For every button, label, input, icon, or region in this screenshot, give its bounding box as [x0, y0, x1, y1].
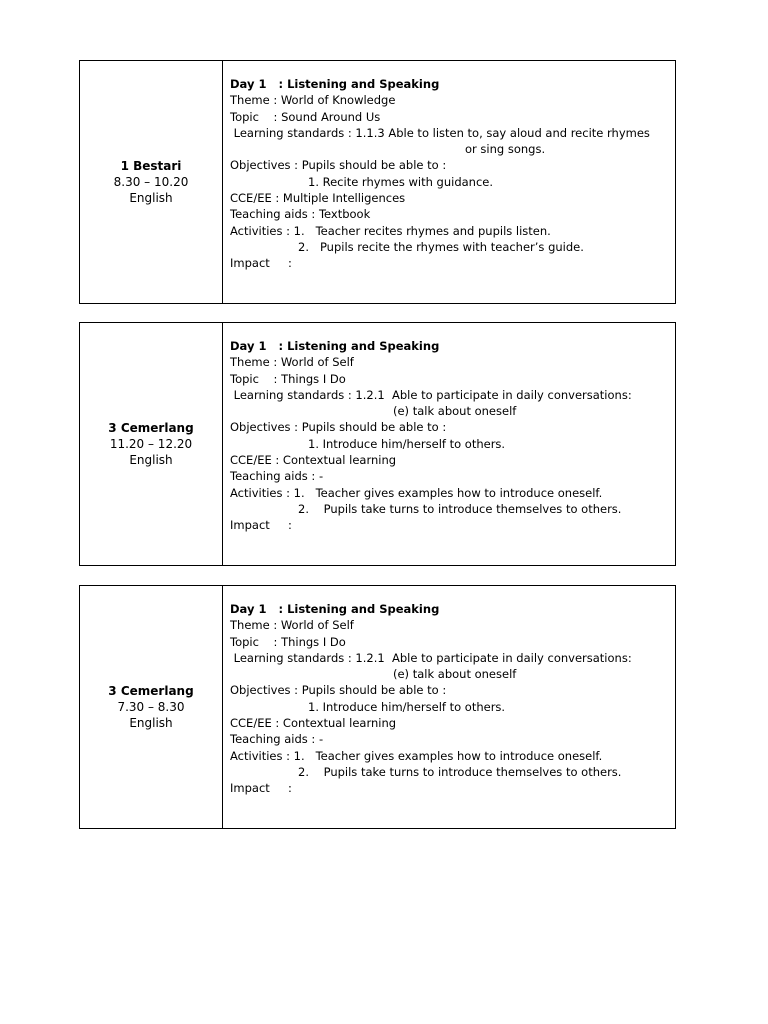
lesson-topic: Topic : Things I Do — [230, 634, 346, 649]
lesson-teaching-aids: Teaching aids : Textbook — [230, 207, 371, 222]
lesson-theme: Theme : World of Self — [230, 355, 354, 370]
lesson-impact: Impact : — [230, 518, 292, 533]
lesson-objectives: Objectives : Pupils should be able to : — [230, 683, 447, 698]
class-subject: English — [129, 716, 173, 730]
lesson-activities-2: 2. Pupils take turns to introduce themselves to others. — [298, 764, 622, 779]
class-subject: English — [129, 191, 173, 205]
lesson-learning-standards: Learning standards : 1.1.3 Able to listen to, say aloud and recite rhymes — [230, 125, 650, 140]
lesson-objectives: Objectives : Pupils should be able to : — [230, 158, 447, 173]
lesson-objectives-item: 1. Introduce him/herself to others. — [308, 436, 506, 451]
class-info-cell — [80, 323, 223, 565]
lesson-day-heading: Day 1 : Listening and Speaking — [230, 602, 440, 616]
lesson-box — [79, 60, 676, 304]
lesson-activities-1: Activities : 1. Teacher gives examples how to introduce oneself. — [230, 485, 603, 500]
lesson-cce: CCE/EE : Contextual learning — [230, 716, 397, 731]
lesson-objectives-item: 1. Introduce him/herself to others. — [308, 699, 506, 714]
lesson-box — [79, 322, 676, 566]
lesson-cce: CCE/EE : Contextual learning — [230, 453, 397, 468]
lesson-box — [79, 585, 676, 829]
lesson-topic: Topic : Sound Around Us — [230, 109, 381, 124]
class-info-cell — [80, 586, 223, 828]
class-time: 11.20 – 12.20 — [109, 437, 193, 451]
lesson-learning-standards-continued: (e) talk about oneself — [393, 404, 517, 419]
class-subject: English — [129, 453, 173, 467]
lesson-day-heading: Day 1 : Listening and Speaking — [230, 339, 440, 353]
lesson-cce: CCE/EE : Multiple Intelligences — [230, 191, 406, 206]
lesson-activities-1: Activities : 1. Teacher gives examples how to introduce oneself. — [230, 748, 603, 763]
class-name: 1 Bestari — [120, 159, 182, 173]
lesson-activities-2: 2. Pupils recite the rhymes with teacher’s guide. — [298, 239, 584, 254]
lesson-day-heading: Day 1 : Listening and Speaking — [230, 77, 440, 91]
lesson-teaching-aids: Teaching aids : - — [230, 469, 324, 484]
class-time: 7.30 – 8.30 — [117, 700, 185, 714]
lesson-details-cell — [223, 323, 675, 565]
lesson-theme: Theme : World of Knowledge — [230, 93, 396, 108]
lesson-details-cell — [223, 586, 675, 828]
lesson-learning-standards: Learning standards : 1.2.1 Able to participate in daily conversations: — [230, 650, 632, 665]
lesson-activities-2: 2. Pupils take turns to introduce themselves to others. — [298, 501, 622, 516]
lesson-teaching-aids: Teaching aids : - — [230, 732, 324, 747]
lesson-objectives: Objectives : Pupils should be able to : — [230, 420, 447, 435]
lesson-details-cell — [223, 61, 675, 303]
lesson-topic: Topic : Things I Do — [230, 371, 346, 386]
lesson-theme: Theme : World of Self — [230, 618, 354, 633]
lesson-objectives-item: 1. Recite rhymes with guidance. — [308, 174, 494, 189]
lesson-learning-standards-continued: (e) talk about oneself — [393, 667, 517, 682]
lesson-impact: Impact : — [230, 256, 292, 271]
lesson-impact: Impact : — [230, 781, 292, 796]
class-name: 3 Cemerlang — [108, 421, 194, 435]
class-time: 8.30 – 10.20 — [113, 175, 189, 189]
lesson-learning-standards: Learning standards : 1.2.1 Able to participate in daily conversations: — [230, 387, 632, 402]
lesson-activities-1: Activities : 1. Teacher recites rhymes and pupils listen. — [230, 223, 551, 238]
lesson-learning-standards-continued: or sing songs. — [465, 142, 546, 157]
class-name: 3 Cemerlang — [108, 684, 194, 698]
class-info-cell — [80, 61, 223, 303]
